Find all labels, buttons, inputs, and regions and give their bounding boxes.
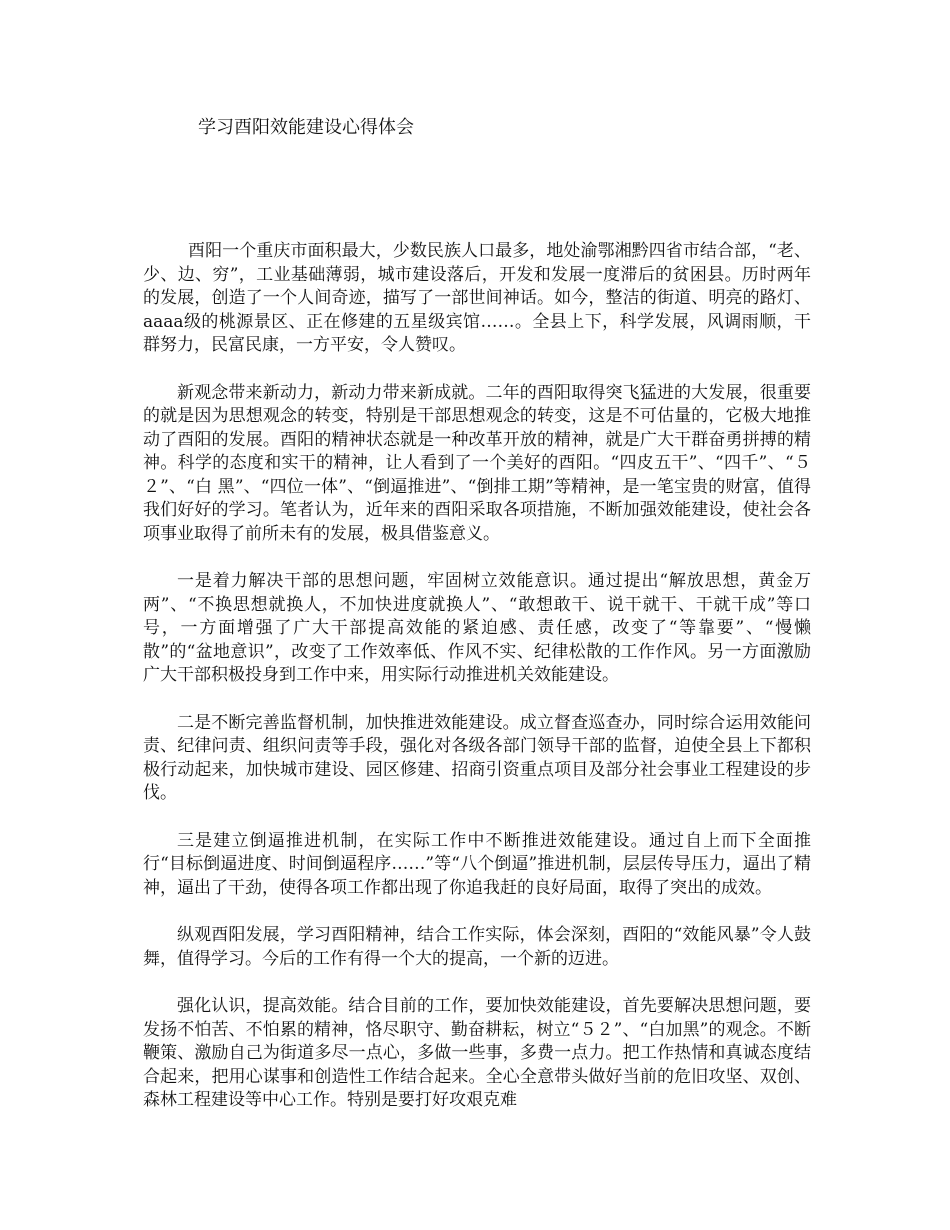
paragraph-7: 强化认识，提高效能。结合目前的工作，要加快效能建设，首先要解决思想问题，要发扬不怕苦、不怕累的精神，恪尽职守、勤奋耕耘，树立“５２”、“白加黑”的观念。不断鞭策、激励自己为街道多尽一点心，多做一些事，多费一点力。把工作热情和真诚态度结合起来，把用心谋事和创造性工作结合起来。全心全意带头做好当前的危旧攻坚、双创、森林工程建设等中心工作。特别是要打好攻艰克难 bbox=[143, 996, 811, 1110]
paragraph-6: 纵观酉阳发展，学习酉阳精神，结合工作实际，体会深刻，酉阳的“效能风暴”令人鼓舞，值得学习。今后的工作有得一个大的提高，一个新的迈进。 bbox=[143, 925, 811, 969]
paragraph-4: 二是不断完善监督机制，加快推进效能建设。成立督查巡查办，同时综合运用效能问责、纪律问责、组织问责等手段，强化对各级各部门领导干部的监督，迫使全县上下都积极行动起来，加快城市建设、园区修建、招商引资重点项目及部分社会事业工程建设的步伐。 bbox=[143, 712, 811, 803]
paragraph-2: 新观念带来新动力，新动力带来新成就。二年的酉阳取得突飞猛进的大发展，很重要的就是因为思想观念的转变，特别是干部思想观念的转变，这是不可估量的，它极大地推动了酉阳的发展。酉阳的精神状态就是一种改革开放的精神，就是广大干群奋勇拼搏的精神。科学的态度和实干的精神，让人看到了一个美好的酉阳。“四皮五干”、“四千”、“５２”、“白 黑”、“四位一体”、“倒逼推进”、“倒排工期”等精神，是一笔宝贵的财富，值得我们好好的学习。笔者认为，近年来的酉阳采取各项措施，不断加强效能建设，使社会各项事业取得了前所未有的发展，极具借鉴意义。 bbox=[143, 382, 811, 544]
document-body bbox=[143, 240, 811, 1137]
paragraph-3: 一是着力解决干部的思想问题，牢固树立效能意识。通过提出“解放思想，黄金万两”、“不换思想就换人，不加快进度就换人”、“敢想敢干、说干就干、干就干成”等口号，一方面增强了广大干部提高效能的紧迫感、责任感，改变了“等靠要”、“慢懒散”的“盆地意识”，改变了工作效率低、作风不实、纪律松散的工作作风。另一方面激励广大干部积极投身到工作中来，用实际行动推进机关效能建设。 bbox=[143, 571, 811, 685]
paragraph-1: 酉阳一个重庆市面积最大，少数民族人口最多，地处渝鄂湘黔四省市结合部，“老、少、边、穷”，工业基础薄弱，城市建设落后，开发和发展一度滞后的贫困县。历时两年的发展，创造了一个人间奇迹，描写了一部世间神话。如今，整洁的街道、明亮的路灯、aaaa级的桃源景区、正在修建的五星级宾馆……。全县上下，科学发展，风调雨顺，干群努力，民富民康，一方平安，令人赞叹。 bbox=[143, 241, 811, 355]
document-title: 学习酉阳效能建设心得体会 bbox=[198, 117, 414, 138]
paragraph-5: 三是建立倒逼推进机制，在实际工作中不断推进效能建设。通过自上而下全面推行“目标倒逼进度、时间倒逼程序……”等“八个倒逼”推进机制，层层传导压力，逼出了精神，逼出了干劲，使得各项工作都出现了你追我赶的良好局面，取得了突出的成效。 bbox=[143, 830, 811, 898]
